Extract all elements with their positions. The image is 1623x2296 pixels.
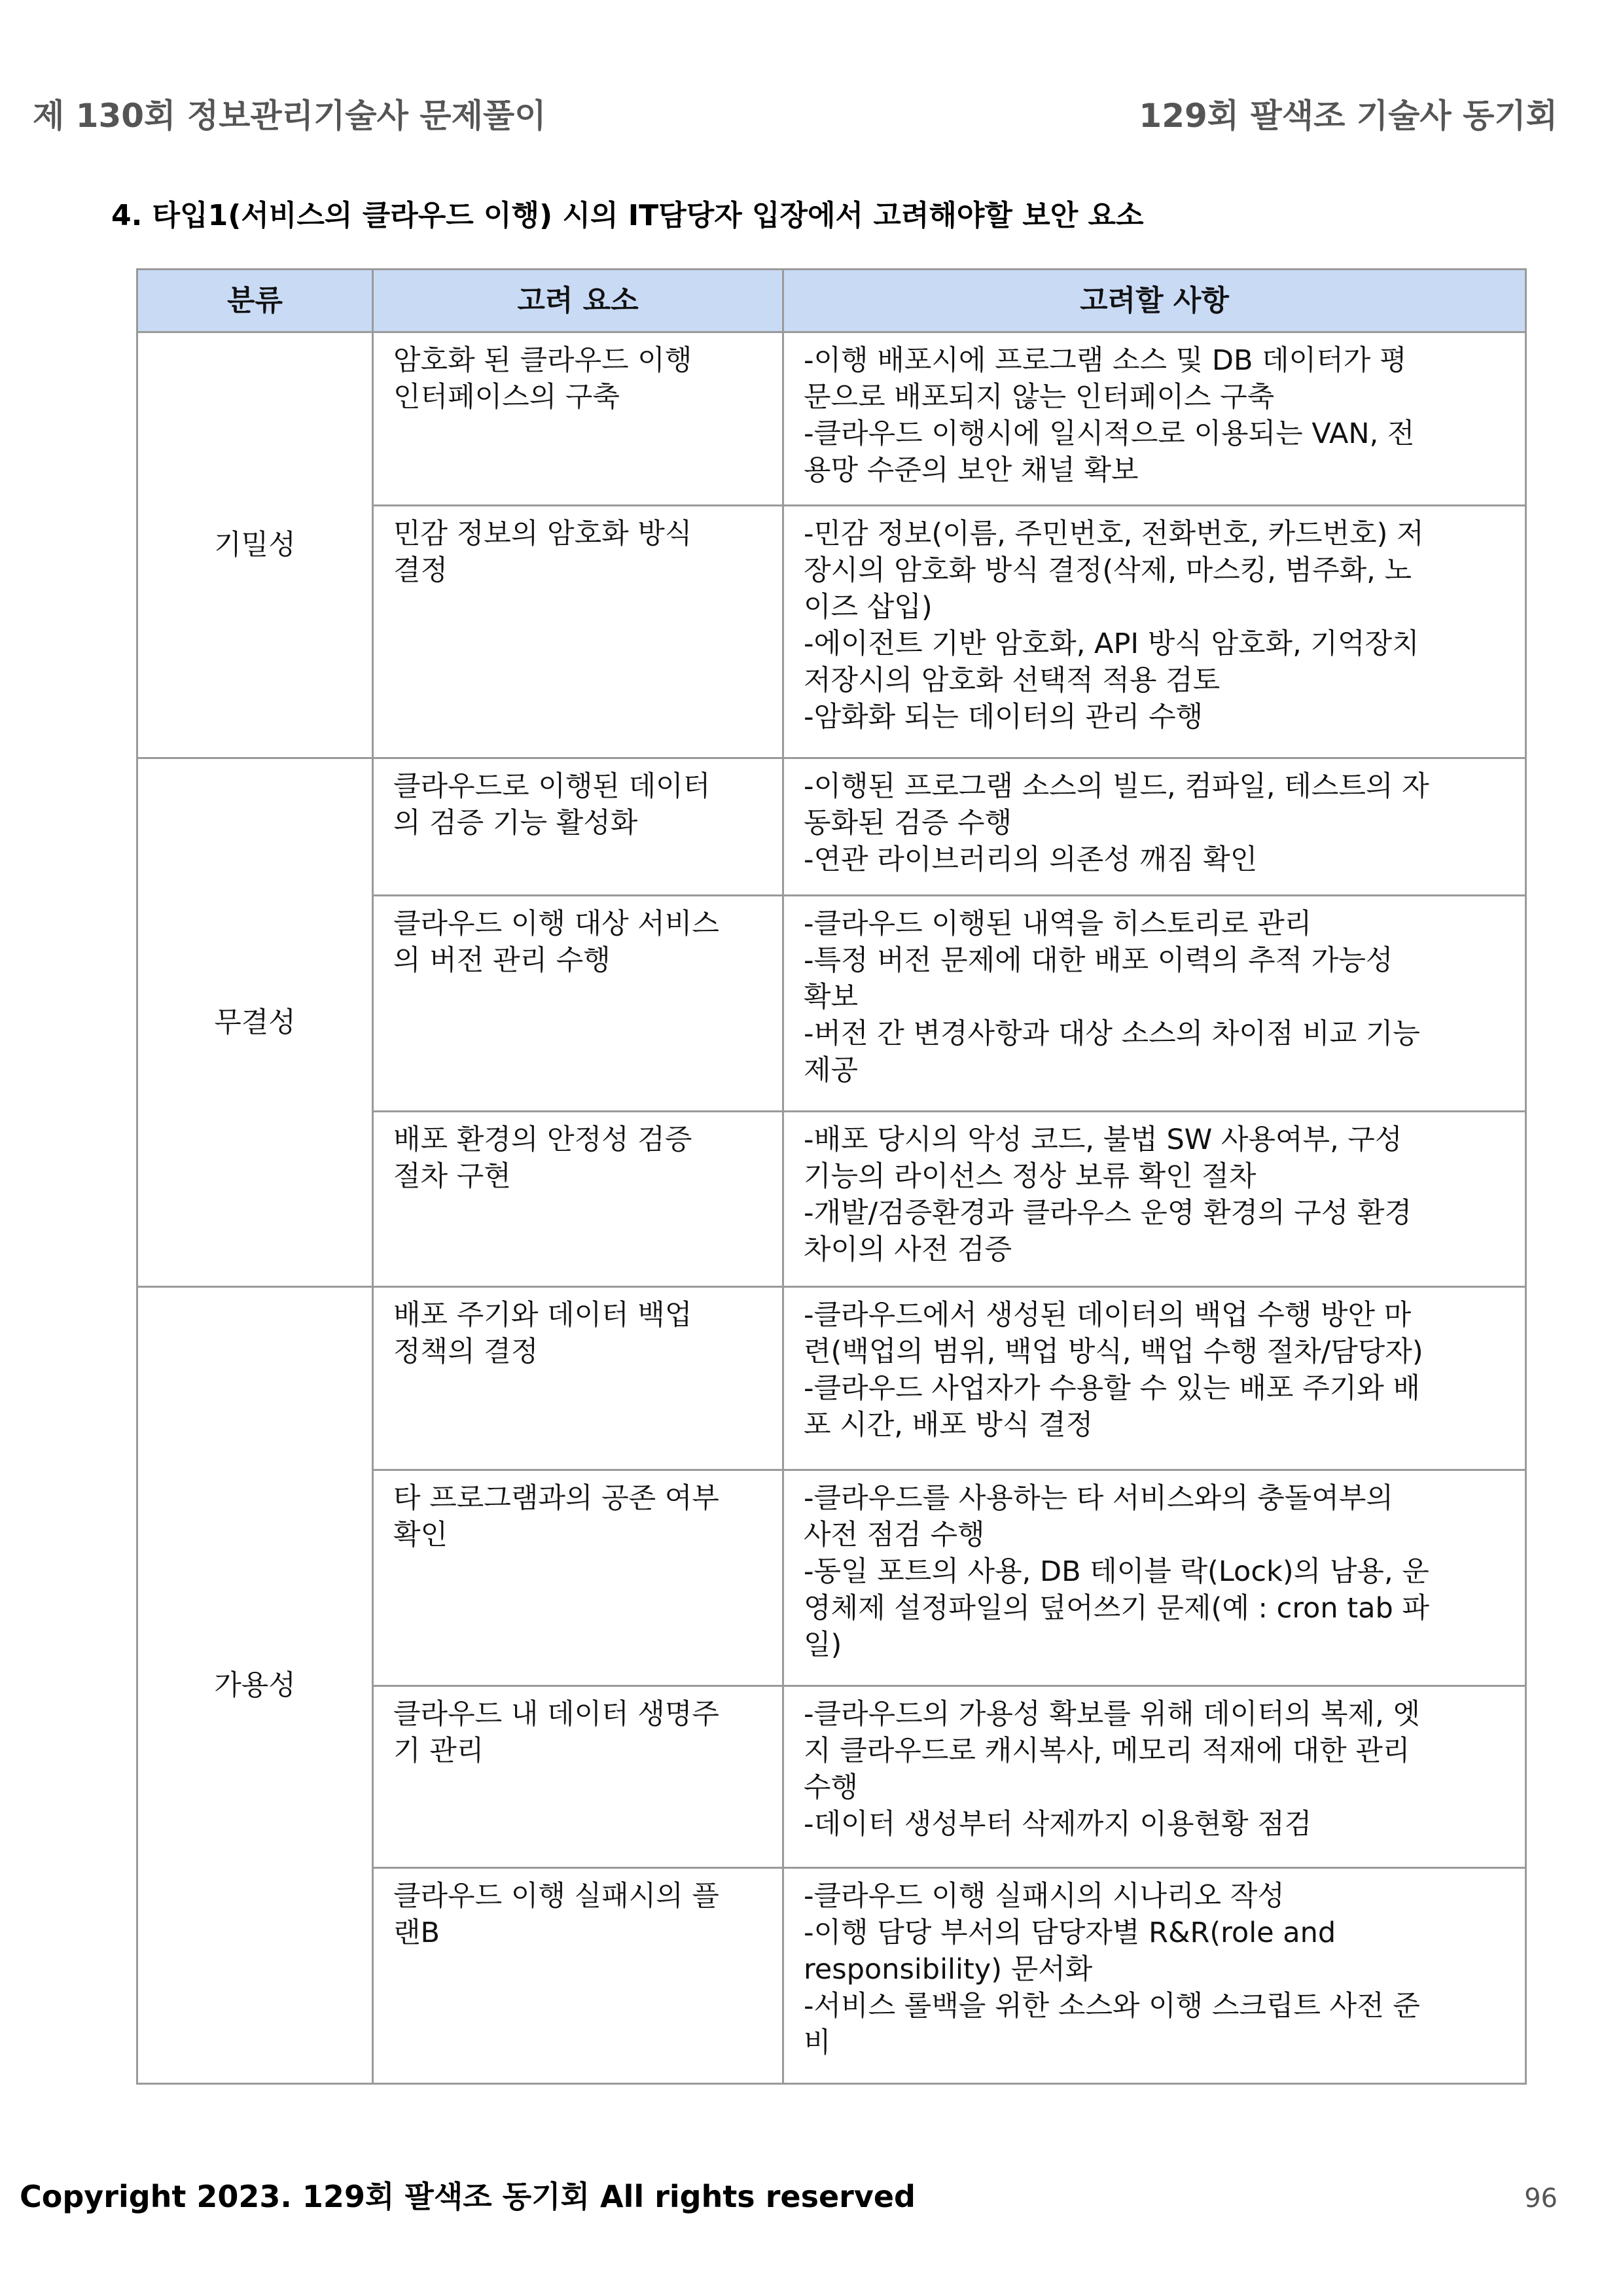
table-row bbox=[137, 758, 1526, 896]
category-integrity: 무결성 bbox=[137, 758, 373, 1287]
factor-cell: 클라우드 내 데이터 생명주 기 관리 bbox=[373, 1686, 783, 1868]
factor-cell: 타 프로그램과의 공존 여부 확인 bbox=[373, 1470, 783, 1686]
factor-cell: 클라우드 이행 대상 서비스 의 버전 관리 수행 bbox=[373, 896, 783, 1112]
table-header-row bbox=[137, 270, 1526, 332]
details-cell: -이행 배포시에 프로그램 소스 및 DB 데이터가 평 문으로 배포되지 않는 인터페이스 구축 -클라우드 이행시에 일시적으로 이용되는 VAN, 전 용망 수준의 보안 채널 확보 bbox=[783, 332, 1526, 506]
factor-cell: 클라우드 이행 실패시의 플 랜B bbox=[373, 1868, 783, 2084]
details-cell: -이행된 프로그램 소스의 빌드, 컴파일, 테스트의 자 동화된 검증 수행 -연관 라이브러리의 의존성 깨짐 확인 bbox=[783, 758, 1526, 896]
page-number: 96 bbox=[1524, 2183, 1558, 2214]
details-cell: -클라우드를 사용하는 타 서비스와의 충돌여부의 사전 점검 수행 -동일 포트의 사용, DB 테이블 락(Lock)의 남용, 운 영체제 설정파일의 덮어쓰기 문제(예 : cron tab 파 일) bbox=[783, 1470, 1526, 1686]
table-row bbox=[137, 1287, 1526, 1470]
table-row bbox=[137, 332, 1526, 506]
details-cell: -클라우드에서 생성된 데이터의 백업 수행 방안 마 련(백업의 범위, 백업 방식, 백업 수행 절차/담당자) -클라우드 사업자가 수용할 수 있는 배포 주기와 배 포 시간, 배포 방식 결정 bbox=[783, 1287, 1526, 1470]
factor-cell: 배포 환경의 안정성 검증 절차 구현 bbox=[373, 1112, 783, 1287]
factor-cell: 클라우드로 이행된 데이터 의 검증 기능 활성화 bbox=[373, 758, 783, 896]
details-cell: -클라우드 이행 실패시의 시나리오 작성 -이행 담당 부서의 담당자별 R&R(role and responsibility) 문서화 -서비스 롤백을 위한 소스와 이행 스크립트 사전 준 비 bbox=[783, 1868, 1526, 2084]
header-left-title: 제 130회 정보관리기술사 문제풀이 bbox=[33, 97, 546, 135]
header-factor: 고려 요소 bbox=[373, 270, 783, 332]
details-cell: -배포 당시의 악성 코드, 불법 SW 사용여부, 구성 기능의 라이선스 정상 보류 확인 절차 -개발/검증환경과 클라우스 운영 환경의 구성 환경 차이의 사전 검증 bbox=[783, 1112, 1526, 1287]
section-title: 4. 타입1(서비스의 클라우드 이행) 시의 IT담당자 입장에서 고려해야할 보안 요소 bbox=[111, 199, 1144, 232]
footer-copyright: Copyright 2023. 129회 팔색조 동기회 All rights reserved bbox=[20, 2179, 916, 2214]
details-cell: -클라우드 이행된 내역을 히스토리로 관리 -특정 버전 문제에 대한 배포 이력의 추적 가능성 확보 -버전 간 변경사항과 대상 소스의 차이점 비교 기능 제공 bbox=[783, 896, 1526, 1112]
details-cell: -클라우드의 가용성 확보를 위해 데이터의 복제, 엣 지 클라우드로 캐시복사, 메모리 적재에 대한 관리 수행 -데이터 생성부터 삭제까지 이용현황 점검 bbox=[783, 1686, 1526, 1868]
factor-cell: 배포 주기와 데이터 백업 정책의 결정 bbox=[373, 1287, 783, 1470]
security-considerations-table bbox=[136, 268, 1527, 2085]
factor-cell: 암호화 된 클라우드 이행 인터페이스의 구축 bbox=[373, 332, 783, 506]
category-confidentiality: 기밀성 bbox=[137, 332, 373, 758]
factor-cell: 민감 정보의 암호화 방식 결정 bbox=[373, 506, 783, 758]
header-right-title: 129회 팔색조 기술사 동기회 bbox=[1139, 97, 1558, 135]
header-category: 분류 bbox=[137, 270, 373, 332]
category-availability: 가용성 bbox=[137, 1287, 373, 2084]
header-details: 고려할 사항 bbox=[783, 270, 1526, 332]
details-cell: -민감 정보(이름, 주민번호, 전화번호, 카드번호) 저 장시의 암호화 방식 결정(삭제, 마스킹, 범주화, 노 이즈 삽입) -에이전트 기반 암호화, API 방식 암호화, 기억장치 저장시의 암호화 선택적 적용 검토 -암화화 되는 데이터의 관리 수행 bbox=[783, 506, 1526, 758]
